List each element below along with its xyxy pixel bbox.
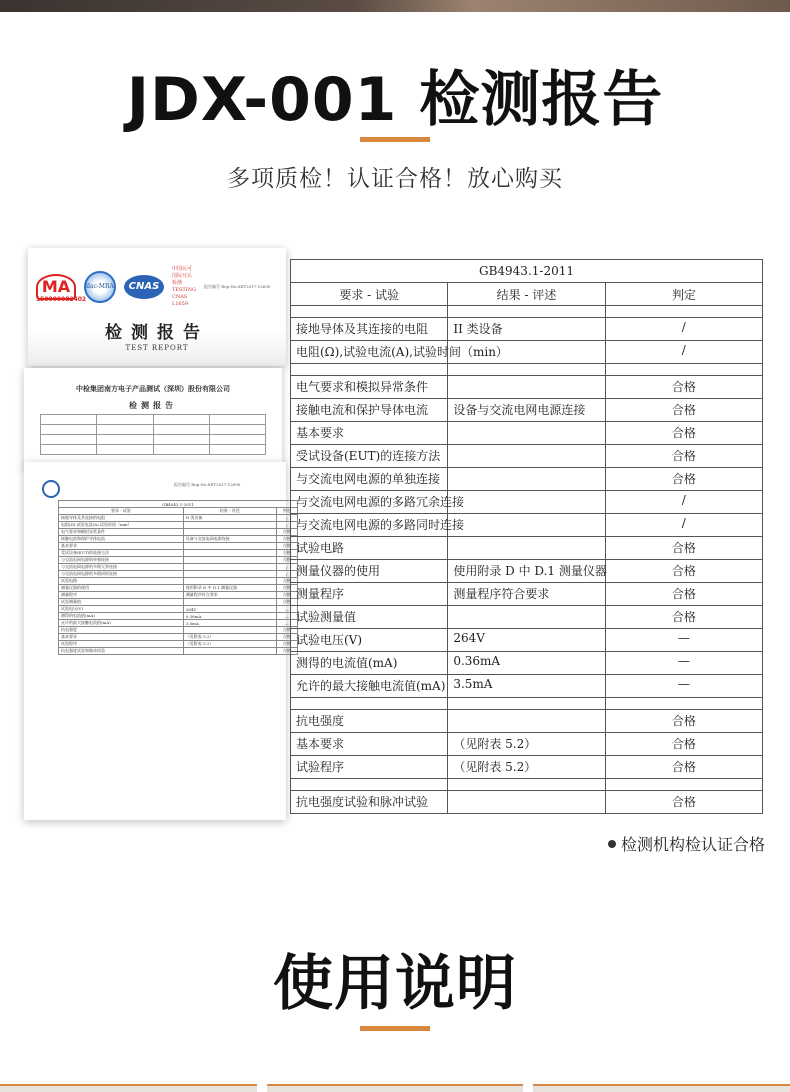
row-requirement: 试验程序 bbox=[291, 756, 448, 779]
thumbnail-cell bbox=[183, 578, 276, 585]
table-row bbox=[291, 376, 763, 399]
thumbnail-cell bbox=[183, 599, 276, 606]
thumbnail-cell: 测量程序符合要求 bbox=[183, 592, 276, 599]
row-verdict: — bbox=[605, 675, 762, 698]
row-verdict: 合格 bbox=[605, 733, 762, 756]
thumbnail-cell: / bbox=[276, 522, 297, 529]
thumbnail-cell bbox=[183, 571, 276, 578]
header-result: 结果 - 评述 bbox=[448, 283, 605, 306]
page-title: JDX-001 检测报告 bbox=[126, 65, 664, 135]
thumbnail-row bbox=[59, 634, 298, 641]
thumbnail-cell: 测量程序 bbox=[59, 592, 184, 599]
thumbnail-cell: 与交流电网电源的多路冗余连接 bbox=[59, 564, 184, 571]
thumbnail-row bbox=[59, 606, 298, 613]
row-requirement: 接地导体及其连接的电阻 bbox=[291, 318, 448, 341]
thumbnail-cell bbox=[183, 529, 276, 536]
row-verdict: 合格 bbox=[605, 583, 762, 606]
row-verdict: — bbox=[605, 629, 762, 652]
thumbnail-cell: 试验电路 bbox=[59, 578, 184, 585]
bottom-tile bbox=[0, 1084, 257, 1092]
table-row bbox=[291, 629, 763, 652]
row-requirement: 与交流电网电源的多路同时连接 bbox=[291, 514, 448, 537]
thumbnail-row bbox=[59, 536, 298, 543]
cover-title: 检测报告 bbox=[105, 323, 209, 343]
thumbnail-cell: 合格 bbox=[276, 599, 297, 606]
row-result: 设备与交流电网电源连接 bbox=[448, 399, 605, 422]
thumbnail-report-grid bbox=[58, 500, 298, 655]
row-result bbox=[448, 606, 605, 629]
row-requirement: 试验电路 bbox=[291, 537, 448, 560]
cover-report-number: 报告编号 Rep.No:SET2017-12690 bbox=[204, 284, 271, 289]
row-requirement: 测量程序 bbox=[291, 583, 448, 606]
row-requirement: 基本要求 bbox=[291, 422, 448, 445]
table-row bbox=[291, 537, 763, 560]
thumbnail-cell: 接地导体及其连接的电阻 bbox=[59, 515, 184, 522]
row-requirement: 电气要求和模拟异常条件 bbox=[291, 376, 448, 399]
table-row bbox=[291, 468, 763, 491]
thumbnail-cell: 试验测量值 bbox=[59, 599, 184, 606]
thumbnail-cell: 合格 bbox=[276, 529, 297, 536]
row-result bbox=[448, 537, 605, 560]
thumbnail-row bbox=[59, 564, 298, 571]
thumbnail-cell: 合格 bbox=[276, 648, 297, 655]
thumbnail-cell: 合格 bbox=[276, 543, 297, 550]
thumbnail-cell: 电气要求和模拟异常条件 bbox=[59, 529, 184, 536]
row-result: 使用附录 D 中 D.1 测量仪器 bbox=[448, 560, 605, 583]
thumbnail-cell bbox=[183, 543, 276, 550]
thumbnail-row bbox=[59, 557, 298, 564]
thumbnail-cell: — bbox=[276, 620, 297, 627]
info-heading: 检测报告 bbox=[129, 400, 177, 410]
bullet-dot-icon bbox=[608, 840, 616, 848]
thumbnail-cell: 测量仪器的使用 bbox=[59, 585, 184, 592]
table-row bbox=[291, 756, 763, 779]
row-verdict: / bbox=[605, 341, 762, 364]
thumbnail-row bbox=[59, 522, 298, 529]
thumbnail-cell: — bbox=[276, 613, 297, 620]
row-requirement: 允许的最大接触电流值(mA) bbox=[291, 675, 448, 698]
row-requirement: 测得的电流值(mA) bbox=[291, 652, 448, 675]
row-verdict: 合格 bbox=[605, 791, 762, 814]
thumbnail-cell: 合格 bbox=[276, 585, 297, 592]
thumbnail-cell: 设备与交流电网电源连接 bbox=[183, 536, 276, 543]
report-cover-thumbnail bbox=[28, 248, 286, 366]
report-table bbox=[290, 259, 763, 814]
table-row bbox=[291, 399, 763, 422]
thumbnail-cell: 3.5mA bbox=[183, 620, 276, 627]
thumbnail-cell bbox=[183, 627, 276, 634]
cnas-testing-mark-icon: 中国认可 国际互认 检测 TESTING CNAS L1659 bbox=[172, 266, 197, 307]
cma-number: 150000082402 bbox=[36, 296, 87, 303]
title-accent-bar bbox=[360, 137, 430, 142]
row-requirement: 接触电流和保护导体电流 bbox=[291, 399, 448, 422]
thumbnail-cell: 接触电流和保护导体电流 bbox=[59, 536, 184, 543]
top-banner-strip bbox=[0, 0, 790, 12]
table-row bbox=[291, 606, 763, 629]
thumbnail-cell: 基本要求 bbox=[59, 543, 184, 550]
header-requirement: 要求 - 试验 bbox=[291, 283, 448, 306]
row-verdict: 合格 bbox=[605, 537, 762, 560]
thumbnail-cell bbox=[183, 557, 276, 564]
thumbnail-cell: 测得的电流值(mA) bbox=[59, 613, 184, 620]
usage-accent-bar bbox=[360, 1026, 430, 1031]
thumbnail-cell: 允许的最大接触电流值(mA) bbox=[59, 620, 184, 627]
thumbnail-cell: 电阻(Ω),试验电流(A),试验时间（min） bbox=[59, 522, 184, 529]
thumbnail-cell: — bbox=[276, 606, 297, 613]
bottom-tile bbox=[267, 1084, 524, 1092]
thumbnail-row bbox=[59, 585, 298, 592]
row-requirement: 电阻(Ω),试验电流(A),试验时间（min） bbox=[291, 341, 448, 364]
thumbnail-row bbox=[59, 515, 298, 522]
thumbnail-row bbox=[59, 641, 298, 648]
row-requirement: 试验测量值 bbox=[291, 606, 448, 629]
certification-note-text: 检测机构检认证合格 bbox=[620, 835, 765, 854]
thumbnail-header-cell: 结果 - 评述 bbox=[183, 508, 276, 515]
table-row bbox=[291, 652, 763, 675]
thumbnail-cell bbox=[183, 522, 276, 529]
row-verdict: / bbox=[605, 514, 762, 537]
thumbnail-cell: （见附表 5.2） bbox=[183, 634, 276, 641]
usage-section-title: 使用说明 bbox=[273, 949, 517, 1019]
table-row bbox=[291, 675, 763, 698]
cnas-logo-icon: CNAS bbox=[124, 275, 164, 299]
row-result bbox=[448, 514, 605, 537]
thumbnail-cell bbox=[183, 550, 276, 557]
row-result: （见附表 5.2） bbox=[448, 733, 605, 756]
row-verdict: — bbox=[605, 652, 762, 675]
table-row bbox=[291, 710, 763, 733]
thumbnail-row bbox=[59, 613, 298, 620]
report-table-thumbnail bbox=[24, 462, 291, 820]
report-standard: GB4943.1-2011 bbox=[291, 260, 763, 283]
row-requirement: 与交流电网电源的单独连接 bbox=[291, 468, 448, 491]
row-verdict: 合格 bbox=[605, 756, 762, 779]
thumbnail-cell: 合格 bbox=[276, 578, 297, 585]
thumbnail-cell: 合格 bbox=[276, 634, 297, 641]
row-requirement: 与交流电网电源的多路冗余连接 bbox=[291, 491, 448, 514]
table-row bbox=[291, 514, 763, 537]
table-row bbox=[291, 341, 763, 364]
certification-note bbox=[608, 832, 765, 855]
thumbnail-row bbox=[59, 599, 298, 606]
thumbnail-row bbox=[59, 627, 298, 634]
row-requirement: 抗电强度 bbox=[291, 710, 448, 733]
thumbnail-row bbox=[59, 571, 298, 578]
info-grid bbox=[40, 414, 266, 455]
table-row bbox=[291, 491, 763, 514]
thumbnail-cell: 合格 bbox=[276, 627, 297, 634]
thumbnail-cell: 抗电强度 bbox=[59, 627, 184, 634]
header-verdict: 判定 bbox=[605, 283, 762, 306]
thumbnail-cell: II 类设备 bbox=[183, 515, 276, 522]
table-row bbox=[291, 560, 763, 583]
table-row bbox=[291, 422, 763, 445]
row-result bbox=[448, 468, 605, 491]
row-result: 测量程序符合要求 bbox=[448, 583, 605, 606]
thumbnail-cell: 0.36mA bbox=[183, 613, 276, 620]
thumbnail-row bbox=[59, 550, 298, 557]
thumbnail-cell: 与交流电网电源的多路同时连接 bbox=[59, 571, 184, 578]
row-requirement: 试验电压(V) bbox=[291, 629, 448, 652]
row-verdict: 合格 bbox=[605, 422, 762, 445]
row-verdict: 合格 bbox=[605, 376, 762, 399]
table-row bbox=[291, 791, 763, 814]
thumbnail-cell: / bbox=[276, 515, 297, 522]
row-verdict: 合格 bbox=[605, 710, 762, 733]
bottom-tile bbox=[533, 1084, 790, 1092]
report-info-thumbnail bbox=[24, 368, 282, 468]
thumbnail-cell: 合格 bbox=[276, 592, 297, 599]
table-report-number: 报告编号 Rep.No:SET2017-12690 bbox=[174, 482, 241, 487]
cma-logo-icon: MA bbox=[36, 274, 76, 300]
row-result: 264V bbox=[448, 629, 605, 652]
row-result: 0.36mA bbox=[448, 652, 605, 675]
row-result: （见附表 5.2） bbox=[448, 756, 605, 779]
row-result bbox=[448, 445, 605, 468]
thumbnail-row bbox=[59, 578, 298, 585]
thumbnail-cell: 合格 bbox=[276, 641, 297, 648]
row-result bbox=[448, 491, 605, 514]
cover-subtitle: TEST REPORT bbox=[125, 344, 189, 352]
row-result bbox=[448, 791, 605, 814]
thumbnail-row bbox=[59, 648, 298, 655]
thumbnail-cell: / bbox=[276, 564, 297, 571]
row-verdict: 合格 bbox=[605, 468, 762, 491]
row-result bbox=[448, 422, 605, 445]
thumbnail-row bbox=[59, 543, 298, 550]
row-requirement: 受试设备(EUT)的连接方法 bbox=[291, 445, 448, 468]
thumbnail-row bbox=[59, 529, 298, 536]
thumbnail-row bbox=[59, 592, 298, 599]
thumbnail-cell: 合格 bbox=[276, 536, 297, 543]
row-result bbox=[448, 710, 605, 733]
row-verdict: / bbox=[605, 318, 762, 341]
thumbnail-header-cell: 要求 - 试验 bbox=[59, 508, 184, 515]
thumbnail-cell: 使用附录 D 中 D.1 测量仪器 bbox=[183, 585, 276, 592]
thumbnail-header-cell: 判定 bbox=[276, 508, 297, 515]
row-verdict: 合格 bbox=[605, 606, 762, 629]
thumbnail-cell: 试验电压(V) bbox=[59, 606, 184, 613]
thumbnail-cell: 受试设备(EUT)的连接方法 bbox=[59, 550, 184, 557]
table-row bbox=[291, 445, 763, 468]
thumbnail-cell: 264V bbox=[183, 606, 276, 613]
cqc-logo-icon bbox=[42, 480, 60, 498]
thumbnail-cell: 抗电强度试验和脉冲试验 bbox=[59, 648, 184, 655]
thumbnail-cell: 合格 bbox=[276, 557, 297, 564]
thumbnail-cell: 试验程序 bbox=[59, 641, 184, 648]
row-requirement: 基本要求 bbox=[291, 733, 448, 756]
thumbnail-cell: 与交流电网电源的单独连接 bbox=[59, 557, 184, 564]
thumbnail-cell: （见附表 5.2） bbox=[183, 641, 276, 648]
table-row bbox=[291, 733, 763, 756]
page-subtitle: 多项质检！认证合格！放心购买 bbox=[227, 166, 563, 192]
thumbnail-cell: 合格 bbox=[276, 550, 297, 557]
table-row bbox=[291, 318, 763, 341]
info-company-name: 中检集团南方电子产品测试（深圳）股份有限公司 bbox=[76, 384, 230, 393]
row-verdict: 合格 bbox=[605, 560, 762, 583]
row-requirement: 测量仪器的使用 bbox=[291, 560, 448, 583]
thumbnail-cell bbox=[183, 564, 276, 571]
thumbnail-cell bbox=[183, 648, 276, 655]
row-verdict: / bbox=[605, 491, 762, 514]
row-result: 3.5mA bbox=[448, 675, 605, 698]
thumbnail-cell: 基本要求 bbox=[59, 634, 184, 641]
row-requirement: 抗电强度试验和脉冲试验 bbox=[291, 791, 448, 814]
bottom-image-tiles bbox=[0, 1084, 790, 1092]
table-row bbox=[291, 583, 763, 606]
row-result bbox=[448, 376, 605, 399]
thumbnail-standard: GB4943.1-2011 bbox=[59, 501, 298, 508]
thumbnail-cell: / bbox=[276, 571, 297, 578]
row-result: II 类设备 bbox=[448, 318, 605, 341]
table-header-row bbox=[291, 283, 763, 306]
row-verdict: 合格 bbox=[605, 399, 762, 422]
thumbnail-row bbox=[59, 620, 298, 627]
row-verdict: 合格 bbox=[605, 445, 762, 468]
ilac-mra-logo-icon: ilac-MRA bbox=[84, 271, 116, 303]
